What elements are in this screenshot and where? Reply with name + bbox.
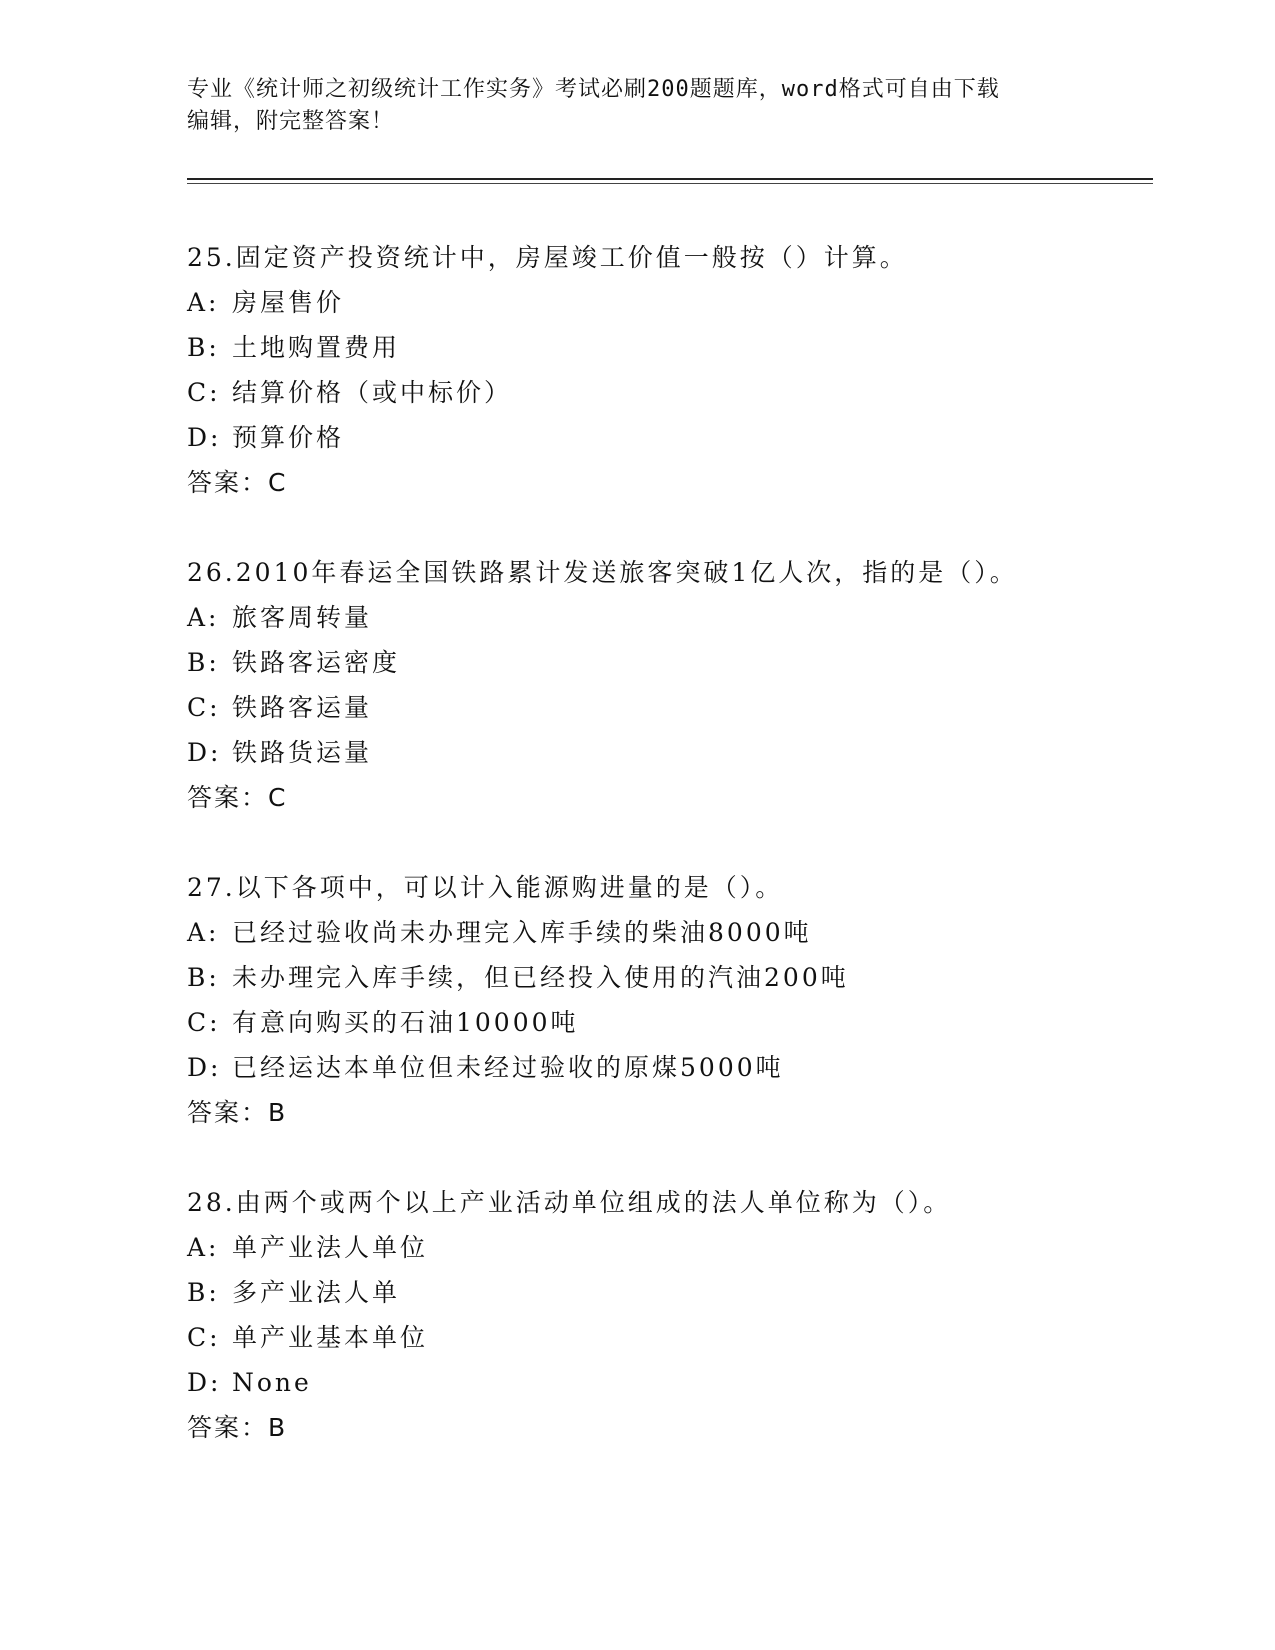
option-letter: C:	[187, 1323, 221, 1352]
header-title-line-1: 专业《统计师之初级统计工作实务》考试必刷200题题库，word格式可自由下载	[187, 77, 1000, 102]
option-b	[187, 640, 1167, 685]
question-item	[187, 550, 1167, 820]
option-text: 铁路客运密度	[232, 648, 401, 677]
option-letter: A:	[187, 603, 220, 632]
option-text: 单产业基本单位	[232, 1323, 429, 1352]
option-letter: B:	[187, 333, 220, 362]
question-title: 25.固定资产投资统计中，房屋竣工价值一般按（）计算。	[187, 243, 908, 272]
answer-line: 答案：B	[187, 1098, 288, 1127]
option-letter: C:	[187, 378, 221, 407]
option-text: 房屋售价	[232, 288, 345, 317]
option-letter: C:	[187, 693, 221, 722]
question-item	[187, 865, 1167, 1135]
option-letter: A:	[187, 288, 220, 317]
option-c	[187, 1000, 1167, 1045]
option-c	[187, 685, 1167, 730]
question-title: 28.由两个或两个以上产业活动单位组成的法人单位称为（）。	[187, 1188, 952, 1217]
question-list	[187, 235, 1167, 1495]
option-letter: D:	[187, 1368, 222, 1397]
question-title: 27.以下各项中，可以计入能源购进量的是（）。	[187, 873, 784, 902]
option-d	[187, 1045, 1167, 1090]
header-title-line-2: 编辑，附完整答案！	[187, 109, 395, 134]
question-item	[187, 235, 1167, 505]
option-letter: D:	[187, 423, 222, 452]
option-text: 已经运达本单位但未经过验收的原煤5000吨	[232, 1053, 784, 1082]
option-text: 土地购置费用	[232, 333, 401, 362]
option-d	[187, 730, 1167, 775]
option-text: 有意向购买的石油10000吨	[232, 1008, 579, 1037]
option-b	[187, 1270, 1167, 1315]
option-c	[187, 1315, 1167, 1360]
option-a	[187, 1225, 1167, 1270]
option-letter: A:	[187, 918, 220, 947]
option-a	[187, 910, 1167, 955]
option-a	[187, 280, 1167, 325]
option-text: 已经过验收尚未办理完入库手续的柴油8000吨	[232, 918, 812, 947]
answer-line: 答案：C	[187, 468, 288, 497]
option-text: 铁路客运量	[232, 693, 373, 722]
option-d	[187, 415, 1167, 460]
option-letter: B:	[187, 1278, 220, 1307]
option-a	[187, 595, 1167, 640]
option-letter: A:	[187, 1233, 220, 1262]
option-letter: D:	[187, 738, 222, 767]
option-c	[187, 370, 1167, 415]
option-letter: B:	[187, 963, 220, 992]
option-b	[187, 955, 1167, 1000]
question-title: 26.2010年春运全国铁路累计发送旅客突破1亿人次，指的是（）。	[187, 558, 1018, 587]
option-text: 旅客周转量	[232, 603, 373, 632]
question-item	[187, 1180, 1167, 1450]
option-letter: C:	[187, 1008, 221, 1037]
option-text: 结算价格（或中标价）	[232, 378, 513, 407]
option-text: 未办理完入库手续，但已经投入使用的汽油200吨	[232, 963, 849, 992]
answer-line: 答案：C	[187, 783, 288, 812]
option-text: 单产业法人单位	[232, 1233, 429, 1262]
answer-line: 答案：B	[187, 1413, 288, 1442]
option-letter: B:	[187, 648, 220, 677]
option-text: None	[232, 1368, 312, 1397]
option-letter: D:	[187, 1053, 222, 1082]
option-b	[187, 325, 1167, 370]
option-text: 多产业法人单	[232, 1278, 401, 1307]
option-text: 铁路货运量	[232, 738, 373, 767]
option-d	[187, 1360, 1167, 1405]
header-divider-thin	[187, 183, 1153, 184]
option-text: 预算价格	[232, 423, 345, 452]
header-divider-thick	[187, 178, 1153, 180]
document-header	[187, 74, 1087, 138]
